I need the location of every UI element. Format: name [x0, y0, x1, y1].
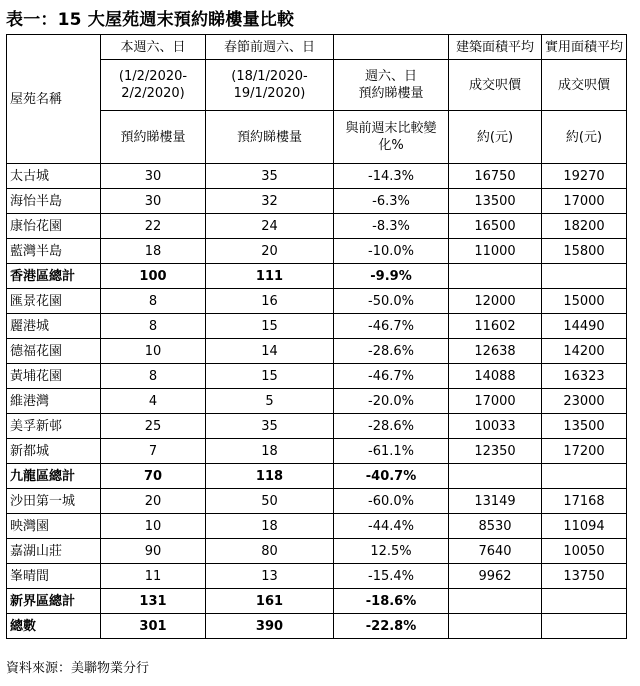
header-gross-unit: 約(元): [449, 111, 542, 164]
cell-saleable: 11094: [542, 514, 627, 539]
cell-saleable: [542, 464, 627, 489]
cell-gross: 12000: [449, 289, 542, 314]
cell-change: -9.9%: [334, 264, 449, 289]
table-row: [7, 314, 627, 339]
cell-saleable: [542, 589, 627, 614]
cell-name: 九龍區總計: [7, 464, 101, 489]
cell-change: -18.6%: [334, 589, 449, 614]
table-row: [7, 414, 627, 439]
cell-this-week: 301: [101, 614, 206, 639]
cell-gross: 10033: [449, 414, 542, 439]
cell-this-week: 10: [101, 339, 206, 364]
header-this-week-label: 預約睇樓量: [101, 111, 206, 164]
cell-name: 映灣園: [7, 514, 101, 539]
cell-saleable: 10050: [542, 539, 627, 564]
cell-this-week: 8: [101, 364, 206, 389]
cell-change: -14.3%: [334, 164, 449, 189]
table-row-subtotal: [7, 264, 627, 289]
cell-saleable: 16323: [542, 364, 627, 389]
table-row: [7, 239, 627, 264]
cell-gross: 17000: [449, 389, 542, 414]
cell-this-week: 20: [101, 489, 206, 514]
cell-name: 太古城: [7, 164, 101, 189]
cell-change: -40.7%: [334, 464, 449, 489]
cell-change: -50.0%: [334, 289, 449, 314]
cell-pre-cny: 5: [206, 389, 334, 414]
cell-this-week: 18: [101, 239, 206, 264]
cell-name: 嘉湖山莊: [7, 539, 101, 564]
cell-pre-cny: 15: [206, 364, 334, 389]
cell-this-week: 90: [101, 539, 206, 564]
cell-name: 麗港城: [7, 314, 101, 339]
cell-gross: 16750: [449, 164, 542, 189]
cell-saleable: 15800: [542, 239, 627, 264]
cell-this-week: 11: [101, 564, 206, 589]
cell-gross: 13500: [449, 189, 542, 214]
cell-saleable: 15000: [542, 289, 627, 314]
header-this-week-dates: (1/2/2020- 2/2/2020): [101, 60, 206, 111]
cell-this-week: 8: [101, 314, 206, 339]
cell-change: -61.1%: [334, 439, 449, 464]
table-row: [7, 189, 627, 214]
cell-this-week: 30: [101, 164, 206, 189]
viewing-comparison-table: [6, 34, 627, 639]
cell-name: 香港區總計: [7, 264, 101, 289]
cell-change: -22.8%: [334, 614, 449, 639]
cell-pre-cny: 24: [206, 214, 334, 239]
cell-gross: 11000: [449, 239, 542, 264]
cell-gross: 9962: [449, 564, 542, 589]
cell-saleable: 17000: [542, 189, 627, 214]
cell-name: 峯晴間: [7, 564, 101, 589]
cell-pre-cny: 14: [206, 339, 334, 364]
cell-pre-cny: 13: [206, 564, 334, 589]
table-row: [7, 364, 627, 389]
table-title: 表一：15 大屋苑週末預約睇樓量比較: [6, 10, 295, 30]
table-row: [7, 439, 627, 464]
cell-pre-cny: 16: [206, 289, 334, 314]
cell-pre-cny: 15: [206, 314, 334, 339]
cell-name: 康怡花園: [7, 214, 101, 239]
table-row: [7, 289, 627, 314]
cell-change: -8.3%: [334, 214, 449, 239]
cell-this-week: 10: [101, 514, 206, 539]
cell-saleable: [542, 264, 627, 289]
header-change-blank: [334, 35, 449, 60]
cell-change: -46.7%: [334, 314, 449, 339]
cell-name: 新界區總計: [7, 589, 101, 614]
cell-gross: 8530: [449, 514, 542, 539]
cell-pre-cny: 390: [206, 614, 334, 639]
cell-saleable: 23000: [542, 389, 627, 414]
cell-name: 沙田第一城: [7, 489, 101, 514]
cell-name: 匯景花園: [7, 289, 101, 314]
header-gross-line1: 建築面積平均: [449, 35, 542, 60]
cell-pre-cny: 35: [206, 414, 334, 439]
cell-pre-cny: 80: [206, 539, 334, 564]
cell-gross: [449, 614, 542, 639]
cell-name: 藍灣半島: [7, 239, 101, 264]
table-row-subtotal: [7, 464, 627, 489]
cell-name: 維港灣: [7, 389, 101, 414]
table-row: [7, 514, 627, 539]
table-row: [7, 164, 627, 189]
cell-name: 美孚新邨: [7, 414, 101, 439]
cell-gross: 16500: [449, 214, 542, 239]
cell-change: -44.4%: [334, 514, 449, 539]
cell-gross: [449, 264, 542, 289]
cell-saleable: 17168: [542, 489, 627, 514]
header-this-week-line1: 本週六、日: [101, 35, 206, 60]
cell-saleable: 14200: [542, 339, 627, 364]
cell-gross: [449, 589, 542, 614]
cell-pre-cny: 161: [206, 589, 334, 614]
table-row: [7, 539, 627, 564]
header-saleable-line2: 成交呎價: [542, 60, 627, 111]
table-row: [7, 339, 627, 364]
cell-this-week: 30: [101, 189, 206, 214]
cell-saleable: 17200: [542, 439, 627, 464]
table-row: [7, 564, 627, 589]
cell-change: 12.5%: [334, 539, 449, 564]
cell-gross: 14088: [449, 364, 542, 389]
cell-gross: 7640: [449, 539, 542, 564]
cell-change: -10.0%: [334, 239, 449, 264]
cell-saleable: 18200: [542, 214, 627, 239]
cell-pre-cny: 18: [206, 439, 334, 464]
header-saleable-unit: 約(元): [542, 111, 627, 164]
cell-gross: 12638: [449, 339, 542, 364]
cell-name: 黃埔花園: [7, 364, 101, 389]
table-row: [7, 389, 627, 414]
cell-pre-cny: 18: [206, 514, 334, 539]
header-pre-cny-dates: (18/1/2020- 19/1/2020): [206, 60, 334, 111]
cell-name: 德福花園: [7, 339, 101, 364]
cell-pre-cny: 111: [206, 264, 334, 289]
table-row: [7, 214, 627, 239]
cell-saleable: 13500: [542, 414, 627, 439]
table-row-subtotal: [7, 614, 627, 639]
cell-this-week: 4: [101, 389, 206, 414]
table-row-subtotal: [7, 589, 627, 614]
cell-pre-cny: 32: [206, 189, 334, 214]
cell-name: 新都城: [7, 439, 101, 464]
header-estate: 屋苑名稱: [7, 35, 101, 164]
source-note: 資料來源：美聯物業分行: [6, 661, 150, 676]
cell-name: 海怡半島: [7, 189, 101, 214]
header-gross-line2: 成交呎價: [449, 60, 542, 111]
cell-gross: 12350: [449, 439, 542, 464]
cell-this-week: 25: [101, 414, 206, 439]
cell-gross: 11602: [449, 314, 542, 339]
cell-this-week: 8: [101, 289, 206, 314]
header-change-line1: 週六、日 預約睇樓量: [334, 60, 449, 111]
cell-change: -46.7%: [334, 364, 449, 389]
cell-pre-cny: 20: [206, 239, 334, 264]
cell-this-week: 131: [101, 589, 206, 614]
cell-saleable: [542, 614, 627, 639]
cell-gross: [449, 464, 542, 489]
cell-change: -28.6%: [334, 414, 449, 439]
cell-saleable: 19270: [542, 164, 627, 189]
cell-pre-cny: 35: [206, 164, 334, 189]
cell-this-week: 70: [101, 464, 206, 489]
cell-saleable: 13750: [542, 564, 627, 589]
cell-pre-cny: 50: [206, 489, 334, 514]
cell-this-week: 7: [101, 439, 206, 464]
cell-change: -20.0%: [334, 389, 449, 414]
cell-this-week: 100: [101, 264, 206, 289]
cell-saleable: 14490: [542, 314, 627, 339]
header-pre-cny-line1: 春節前週六、日: [206, 35, 334, 60]
table-row: [7, 489, 627, 514]
cell-change: -6.3%: [334, 189, 449, 214]
header-change-line2: 與前週末比較變 化%: [334, 111, 449, 164]
cell-change: -28.6%: [334, 339, 449, 364]
cell-gross: 13149: [449, 489, 542, 514]
cell-change: -60.0%: [334, 489, 449, 514]
cell-this-week: 22: [101, 214, 206, 239]
cell-pre-cny: 118: [206, 464, 334, 489]
cell-change: -15.4%: [334, 564, 449, 589]
header-pre-cny-label: 預約睇樓量: [206, 111, 334, 164]
cell-name: 總數: [7, 614, 101, 639]
header-saleable-line1: 實用面積平均: [542, 35, 627, 60]
